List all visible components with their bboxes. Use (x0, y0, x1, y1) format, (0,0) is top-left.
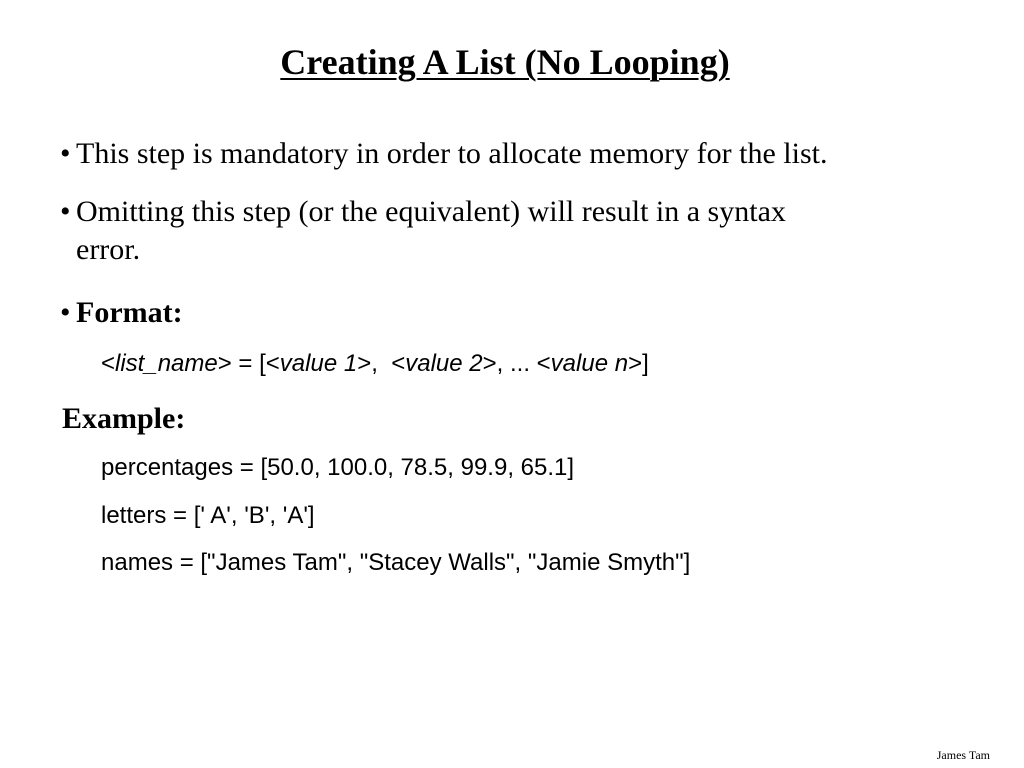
format-lt: < (536, 350, 551, 377)
bullet-format (60, 294, 183, 332)
bullet-marker: • (60, 296, 71, 329)
format-label: Format: (76, 296, 183, 329)
format-value-1: value 1 (279, 350, 358, 377)
example-line-letters: letters = [' A', 'B', 'A'] (101, 502, 315, 529)
format-value-n: value n (550, 350, 629, 377)
bullet-text: This step is mandatory in order to allocate memory for the list. (76, 137, 828, 170)
format-lt: < (101, 350, 116, 377)
bullet-omitting (60, 193, 786, 269)
format-syntax (101, 349, 649, 379)
format-gt: > (628, 350, 643, 377)
format-lt: < (265, 350, 280, 377)
example-line-names: names = ["James Tam", "Stacey Walls", "Jamie Smyth"] (101, 549, 691, 576)
bullet-mandatory (60, 135, 827, 173)
format-separator: , (371, 350, 392, 377)
example-line-percentages: percentages = [50.0, 100.0, 78.5, 99.9, 65.1] (101, 454, 575, 481)
format-value-2: value 2 (405, 350, 483, 377)
format-lt: < (391, 350, 406, 377)
format-close: ] (642, 350, 649, 377)
bullet-text-continuation: error. (76, 233, 141, 266)
footer-author: James Tam (936, 748, 990, 762)
slide-title: Creating A List (No Looping) (280, 42, 730, 82)
format-gt: > (482, 350, 497, 377)
format-list-name: list_name (115, 350, 218, 377)
bullet-marker: • (60, 137, 71, 170)
format-equals-open: = [ (231, 350, 266, 377)
format-gt: > (357, 350, 372, 377)
bullet-text: Omitting this step (or the equivalent) will result in a syntax (76, 195, 786, 228)
bullet-marker: • (60, 195, 71, 228)
format-gt: > (217, 350, 232, 377)
format-separator: , ... (496, 350, 537, 377)
example-heading: Example: (62, 402, 186, 435)
